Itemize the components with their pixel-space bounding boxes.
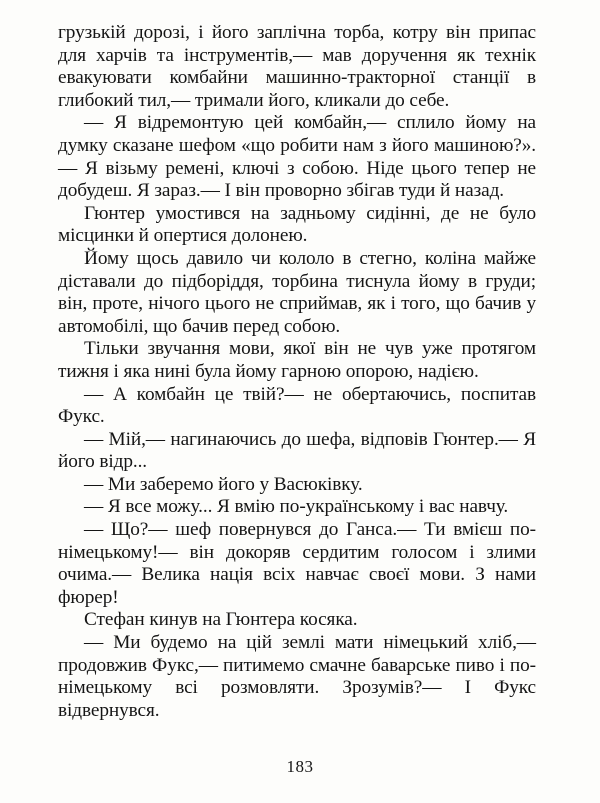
page-body-text <box>58 22 536 722</box>
paragraph-back-seat: Гюнтер умостився на задньому сидінні, де не було місцинки й опертися долонею. <box>58 202 536 247</box>
paragraph-dialogue-answer: — Мій,— нагинаючись до шефа, відповів Гюнтер.— Я його відр... <box>58 428 536 473</box>
paragraph-cramped: Йому щось давило чи кололо в стегно, коліна майже діставали до підборіддя, торбина тиснула йому в груди; він, проте, нічого цього не сприймав, як і того, що бачив у автомобілі, що бачив перед собою. <box>58 247 536 337</box>
paragraph-dialogue-chief: — Що?— шеф повернувся до Ганса.— Ти вмієш по-німецькому!— він докоряв сердитим голосом і злими очима.— Велика нація всіх навчає своєї мови. З нами фюрер! <box>58 519 536 608</box>
page-number: 183 <box>286 757 314 776</box>
paragraph-continuation: грузькій дорозі, і його заплічна торба, котру він припас для харчів та інструментів,— мав доручення як технік евакуювати комбайни машинно-тракторної станції в глибокий тил,— тримали його, кликали до себе. <box>58 22 536 111</box>
paragraph-stefan: Стефан кинув на Гюнтера косяка. <box>84 609 358 631</box>
paragraph-dialogue-vasyukivka: — Ми заберемо його у Васюківку. <box>84 473 363 495</box>
paragraph-dialogue-teach: — Я все можу... Я вмію по-українському і вас навчу. <box>84 496 509 518</box>
paragraph-dialogue-question: — А комбайн це твій?— не обертаючись, поспитав Фукс. <box>58 383 536 428</box>
paragraph-dialogue-fuks: — Ми будемо на цій землі мати німецький хліб,— продовжив Фукс,— питимемо смачне баварське пиво і по-німецькому всі розмовляти. Зрозумів?— І Фукс відвернувся. <box>58 632 536 721</box>
paragraph-language: Тільки звучання мови, якої він не чув уже протягом тижня і яка нині була йому гарною опорою, надією. <box>58 338 536 382</box>
paragraph-dialogue-repair: — Я відремонтую цей комбайн,— сплило йому на думку сказане шефом «що робити нам з його машиною?».— Я візьму ремені, ключі з собою. Ніде цього тепер не добудеш. Я зараз.— І він проворно збігав туди й назад. <box>58 112 536 202</box>
